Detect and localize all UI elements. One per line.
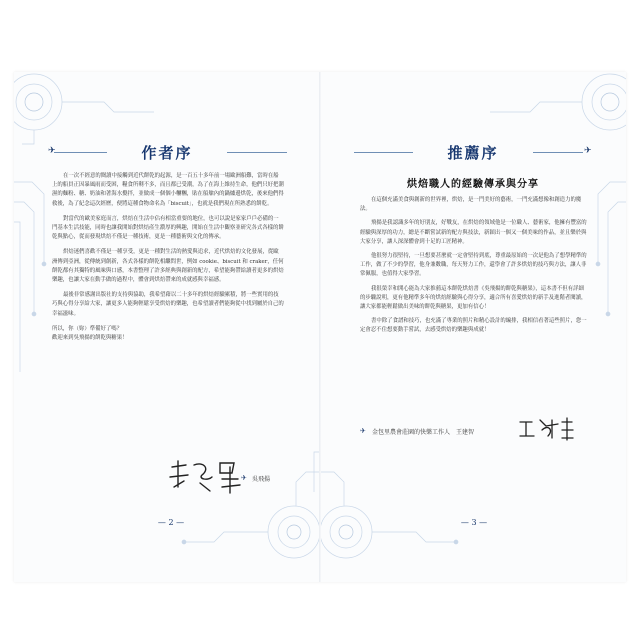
left-page [14, 72, 320, 582]
recommender-line: 金包里農會莊園的快樂工作人 王建智 [372, 429, 475, 436]
page-number: — 3 — [460, 518, 488, 527]
page-title: 作者序 [141, 144, 193, 162]
paragraph: 烘焙迷們喜歡不僅是一種享受，更是一種對生活的熱愛與追求，近代烘焙的文化發展，從歐洲傳到亞洲，從傳統到創新，各式各樣的餅乾相繼問世，例如 cookie、biscuit 和 craker，任何餅乾都有其獨特的風味與口感，本書整理了許多經典與創新的配方，希望能夠帶給讀者更多的烘焙樂趣，也讓大家在動手做的過程中，體會到烘焙帶來的成就感與幸福感。 [52, 249, 284, 284]
plane-icon: ✈ [584, 146, 592, 156]
closing-line: 所以，你（妳）準備好了嗎？ [52, 325, 123, 332]
right-body [360, 196, 588, 341]
left-body [52, 172, 284, 343]
paragraph: 他很努力很堅持，一旦想要甚麼就一定會堅持到底，尊重最原始的一次是他為了想學精準的工作，做了不少的學習，他身兼數職，每天努力工作，還學會了許多烘焙的技巧與方法，讓人非常佩服，也值得大家學習。 [360, 253, 587, 278]
book-gutter [319, 72, 321, 582]
handwritten-signature [516, 416, 576, 442]
closing-line: 歡迎來到吳飛揚的餅乾與糖果！ [52, 335, 128, 342]
title-rule-right [227, 152, 287, 153]
title-rule-left [54, 152, 107, 153]
right-page [320, 72, 626, 582]
title-rule-left [354, 152, 413, 153]
subtitle: 烘焙職人的經驗傳承與分享 [407, 179, 539, 190]
page-number: — 2 — [157, 518, 185, 527]
title-rule-right [533, 152, 583, 153]
signature-name: 吳飛揚 [252, 476, 271, 483]
right-title-row [320, 142, 626, 164]
paragraph: 最後非常感謝出版社的支持與協助，我希望藉以二十多年的烘焙經驗累積，將一些實用的技巧與心得分享給大家，讓更多人能夠輕鬆享受烘焙的樂趣，也希望讀者們能夠從中找到屬於自己的幸福滋味。 [52, 292, 284, 317]
paragraph: 對當代的歐美家庭而言，烘焙在生活中佔有相當重要的地位，也可以說是家家戶戶必備的一門基本生活技能，同時也讓我開始對烘焙產生濃厚的興趣，開始在生活中觀察並研究各式各樣的餅乾與點心，從而發現烘焙不僅是一種技術，更是一種藝術與文化的傳承。 [52, 215, 284, 241]
plane-icon: ✈ [241, 474, 247, 482]
page-title: 推薦序 [447, 144, 499, 162]
left-title-row [14, 142, 320, 164]
paragraph: 飛揚是我認識多年的好朋友，好戰友，在烘焙的領域他是一位職人、藝術家，他擁有豐富的經驗與深厚的功力，總是不斷嘗試新的配方與技法，新穎出一個又一個美味的作品，並且樂於與大家分享，讓人深深體會到十足的工匠精神。 [360, 220, 587, 245]
paragraph: 在這個充滿美食與創新的世界裡，烘焙，是一門美好的藝術，一門充滿想像和創造力的魔法。 [360, 197, 582, 213]
plane-icon: ✈ [360, 427, 366, 435]
paragraph: 書中除了食譜和技巧，也充滿了專業的照片和精心設計的編排，我相信看著這些照片，您一定會忍不住想要動手嘗試，去感受烘焙的樂趣與成就！ [360, 318, 587, 334]
paragraph: 在一次不經意的閱讀中接觸到近代餅乾的起源，是一百五十多年前一場歐洲船難，當時在船上的船員正因暴風雨而受困，糧食所剩不多，而且都已受潮，為了在海上維持生命，他們只好把潮濕的麵粉、糖、奶油和著海水攪拌，並做成一個個小糰糰，貼在船艙內的鍋爐邊烘乾，後來他們得救後，為了紀念這次經歷，便將這種食物命名為「biscuit」，也就是我們現在所熟悉的餅乾。 [52, 173, 284, 207]
book-spread [14, 72, 626, 582]
plane-icon: ✈ [48, 146, 56, 156]
closing-lines [52, 325, 284, 343]
paragraph: 我很榮幸和開心能為大家推薦這本餅乾烘焙書《吳飛揚的餅乾與糖果》，這本書不但有詳細的步驟說明，更有他精準多年的烘焙經驗與心得分享，適合所有喜愛烘焙的新手及進階者閱讀，讓大家都能輕鬆做出美味的餅乾與糖果，更加有信心！ [360, 285, 587, 311]
